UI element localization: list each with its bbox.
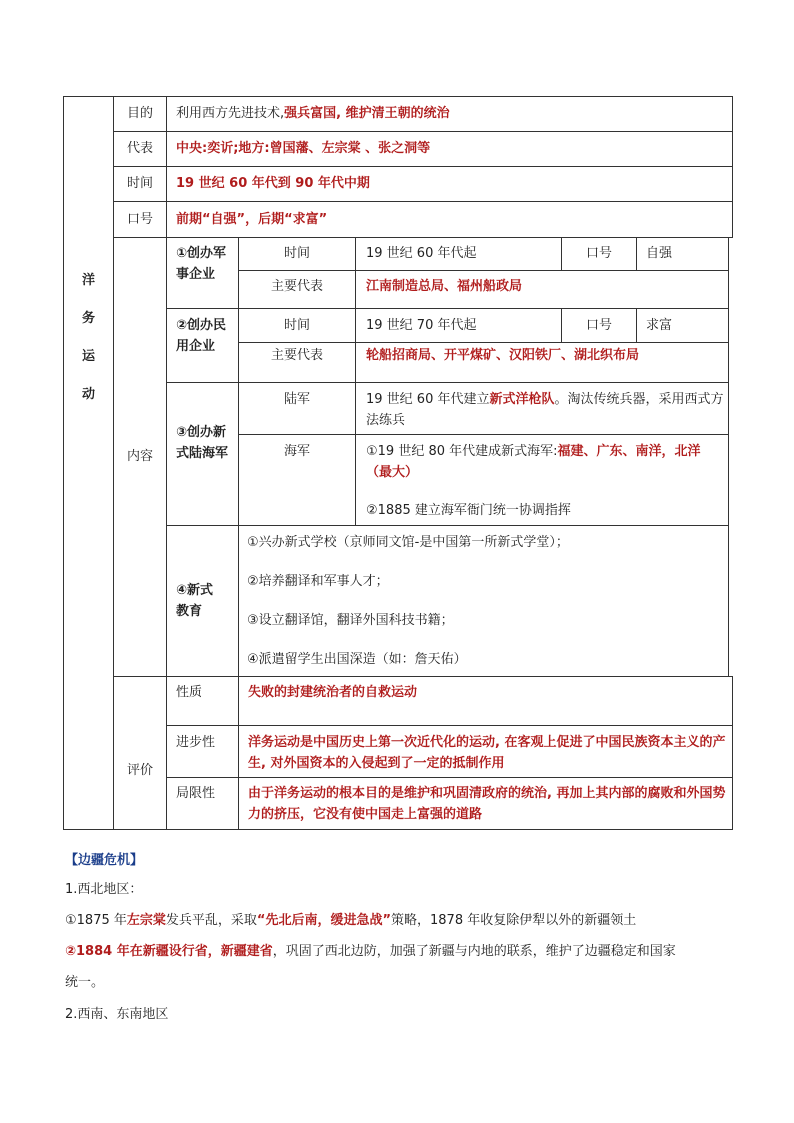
- military-rep-value: 江南制造总局、福州船政局: [366, 279, 523, 294]
- army-navy-red: 福建、广东、南洋，北洋（最大）: [366, 444, 701, 480]
- notes-heading: 【边疆危机】: [65, 853, 144, 868]
- line2-red: ②1884 年在新疆设行省，新疆建省: [65, 944, 273, 959]
- military-time-label: 时间: [283, 246, 310, 261]
- eval-label: 评价: [126, 763, 153, 778]
- purpose-plain: 利用西方先进技术,: [176, 106, 285, 121]
- notes-item1-line2: [65, 941, 735, 963]
- edu-item: ④派遣留学生出国深造（如：詹天佑）: [247, 652, 467, 667]
- army-land-red: 新式洋枪队: [489, 392, 555, 407]
- slogan-label: 口号: [126, 212, 153, 227]
- purpose-red: 强兵富国, 维护清王朝的统治: [284, 106, 450, 121]
- line1-b: 发兵平乱，采取: [165, 913, 257, 928]
- military-label: ①创办军事企业: [176, 246, 227, 282]
- title-char: 务: [81, 311, 95, 326]
- civil-time-value: 19 世纪 70 年代起: [366, 318, 477, 333]
- eval-nature-label: 性质: [176, 685, 203, 700]
- edu-item: ②培养翻译和军事人才；: [247, 574, 389, 589]
- notes-item1-title: 1.西北地区：: [65, 882, 143, 897]
- eval-nature-value: 失败的封建统治者的自救运动: [248, 685, 418, 700]
- edu-item: ③设立翻译馆，翻译外国科技书籍；: [247, 613, 454, 628]
- title-char: 动: [81, 387, 95, 402]
- title-char: 运: [81, 349, 95, 364]
- rep-label: 代表: [126, 141, 153, 156]
- army-navy-value-2: ②1885 建立海军衙门统一协调指挥: [366, 503, 571, 518]
- civil-label: ②创办民用企业: [176, 318, 227, 354]
- army-navy-value-1: [366, 441, 724, 483]
- army-land-label: 陆军: [283, 392, 310, 407]
- edu-item: ①兴办新式学校（京师同文馆-是中国第一所新式学堂）；: [247, 535, 569, 550]
- army-navy-label: 海军: [283, 444, 310, 459]
- eval-label-cell: [113, 676, 167, 830]
- army-navy-a: ①19 世纪 80 年代建成新式海军:: [366, 444, 558, 459]
- title-char: 洋: [81, 273, 95, 288]
- slogan-value: 前期“自强”，后期“求富”: [176, 212, 328, 227]
- line1-red1: 左宗棠: [126, 913, 166, 928]
- content-label: 内容: [126, 449, 153, 464]
- military-time-value: 19 世纪 60 年代起: [366, 246, 477, 261]
- army-label: ③创办新式陆海军: [176, 425, 229, 461]
- civil-time-label: 时间: [283, 318, 310, 333]
- line1-red2: “先北后南，缓进急战”: [256, 913, 391, 928]
- notes-item2-title: 2.西南、东南地区: [65, 1007, 169, 1022]
- edu-label: ④新式教育: [176, 583, 214, 619]
- outer-title: [63, 262, 114, 414]
- line1-a: ①1875 年: [65, 913, 127, 928]
- military-slogan-value: 自强: [646, 246, 673, 261]
- army-land-b: 。淘汰传统兵器，采用西式方法练兵: [366, 392, 724, 428]
- eval-limit-label: 局限性: [176, 786, 216, 801]
- military-rep-label: 主要代表: [270, 279, 323, 294]
- eval-progress-label: 进步性: [176, 735, 216, 750]
- army-land-a: 19 世纪 60 年代建立: [366, 392, 490, 407]
- notes-item1-line1: [65, 910, 735, 932]
- army-land-value: [366, 389, 724, 431]
- notes-item1-line3: 统一。: [65, 975, 105, 990]
- civil-slogan-value: 求富: [646, 318, 673, 333]
- time-value: 19 世纪 60 年代到 90 年代中期: [176, 176, 370, 191]
- outer-title-cell: [63, 96, 114, 830]
- eval-progress-value: 洋务运动是中国历史上第一次近代化的运动, 在客观上促进了中国民族资本主义的产生, 对外国资本的入侵起到了一定的抵制作用: [248, 735, 726, 771]
- line1-c: 策略，1878 年收复除伊犁以外的新疆领土: [391, 913, 637, 928]
- military-slogan-label: 口号: [585, 246, 612, 261]
- eval-limit-value: 由于洋务运动的根本目的是维护和巩固清政府的统治, 再加上其内部的腐败和外国势力的挤压，它没有使中国走上富强的道路: [248, 786, 726, 822]
- line2-a: ，巩固了西北边防，加强了新疆与内地的联系，维护了边疆稳定和国家: [272, 944, 676, 959]
- civil-rep-label: 主要代表: [270, 348, 323, 363]
- purpose-value: [176, 103, 726, 124]
- civil-slogan-label: 口号: [585, 318, 612, 333]
- purpose-label: 目的: [126, 106, 153, 121]
- civil-rep-value: 轮船招商局、开平煤矿、汉阳铁厂、湖北织布局: [366, 348, 640, 363]
- rep-value: 中央:奕䜣;地方:曾国藩、左宗棠 、张之洞等: [176, 141, 431, 156]
- time-label: 时间: [126, 176, 153, 191]
